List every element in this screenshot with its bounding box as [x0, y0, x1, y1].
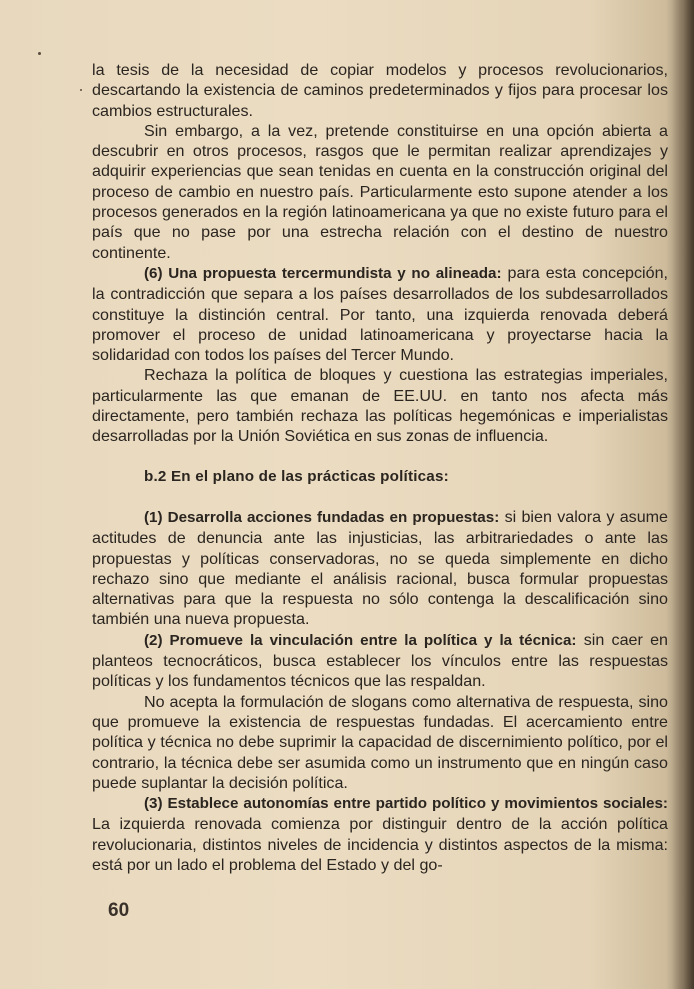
paragraph-no-acepta: No acepta la formulación de slogans como alternativa de respuesta, sino que promueve la existencia de respuestas fundadas. El acercamiento entre política y técnica no debe suprimir la capacidad de discernimiento político, por el contrario, la técnica debe ser asumida como un instrumento que en ningún caso puede suplantar la decisión política. — [92, 692, 668, 792]
spacer — [92, 487, 668, 507]
paragraph-item-3 — [92, 793, 668, 875]
spacer — [92, 447, 668, 467]
paper-speck — [38, 52, 41, 55]
item-3-lead: (3) Establece autonomías entre partido político y movimientos sociales: — [144, 795, 668, 813]
item-2-lead: (2) Promueve la vinculación entre la política y la técnica: — [144, 631, 577, 649]
item-1-text: si bien valora y asume actitudes de denuncia ante las injusticias, las arbitrariedades o ante las propuestas y políticas conservadoras, no se queda simplemente en dicho rechazo sino que mediante el análisis racional, busca formular propuestas alternativas para que la respuesta no sólo contenga la descalificación sino también una nueva propuesta. — [92, 507, 668, 629]
section-heading-b2: b.2 En el plano de las prácticas políticas: — [144, 467, 449, 485]
item-6-text: para esta concepción, la contradicción que separa a los países desarrollados de los subdesarrollados constituye la distinción central. Por tanto, una izquierda renovada deberá promover el proceso de unidad latinoamericana y proyectarse hacia la solidaridad con todos los países del Tercer Mundo. — [92, 263, 668, 365]
paragraph-item-2 — [92, 630, 668, 692]
page-gutter-shadow — [672, 0, 694, 989]
item-6-lead: (6) Una propuesta tercermundista y no alineada: — [144, 264, 502, 282]
paragraph-item-1 — [92, 507, 668, 630]
paragraph-rechaza: Rechaza la política de bloques y cuestiona las estrategias imperiales, particularmente las que emanan de EE.UU. en tanto nos afecta más directamente, pero también rechaza las políticas hegemónicas e imperialistas desarrolladas por la Unión Soviética en sus zonas de influencia. — [92, 366, 668, 446]
paragraph-sin-embargo: Sin embargo, a la vez, pretende constituirse en una opción abierta a descubrir en otros procesos, rasgos que le permitan realizar aprendizajes y adquirir experiencias que sean tenidas en cuenta en la construcción original del proceso de cambio en nuestro país. Particularmente esto supone atender a los procesos generados en la región latinoamericana ya que no existe futuro para el país que no pase por una estrecha relación con el destino de nuestro continente. — [92, 121, 668, 262]
paragraph-item-6 — [92, 263, 668, 365]
body-text — [92, 60, 668, 875]
paper-speck — [80, 89, 82, 91]
item-2-text: sin caer en planteos tecnocráticos, busca establecer los vínculos entre las respuestas políticas y los fundamentos técnicos que las respaldan. — [92, 630, 668, 691]
page-number: 60 — [108, 900, 130, 921]
item-1-lead: (1) Desarrolla acciones fundadas en propuestas: — [144, 508, 500, 526]
paragraph-continuation: la tesis de la necesidad de copiar modelos y procesos revolucionarios, descartando la existencia de caminos predeterminados y fijos para procesar los cambios estructurales. — [92, 61, 668, 120]
item-3-text: La izquierda renovada comienza por distinguir dentro de la acción política revolucionaria, distintos niveles de incidencia y distintos aspectos de la misma: está por un lado el problema del Estado y del go- — [92, 815, 668, 874]
